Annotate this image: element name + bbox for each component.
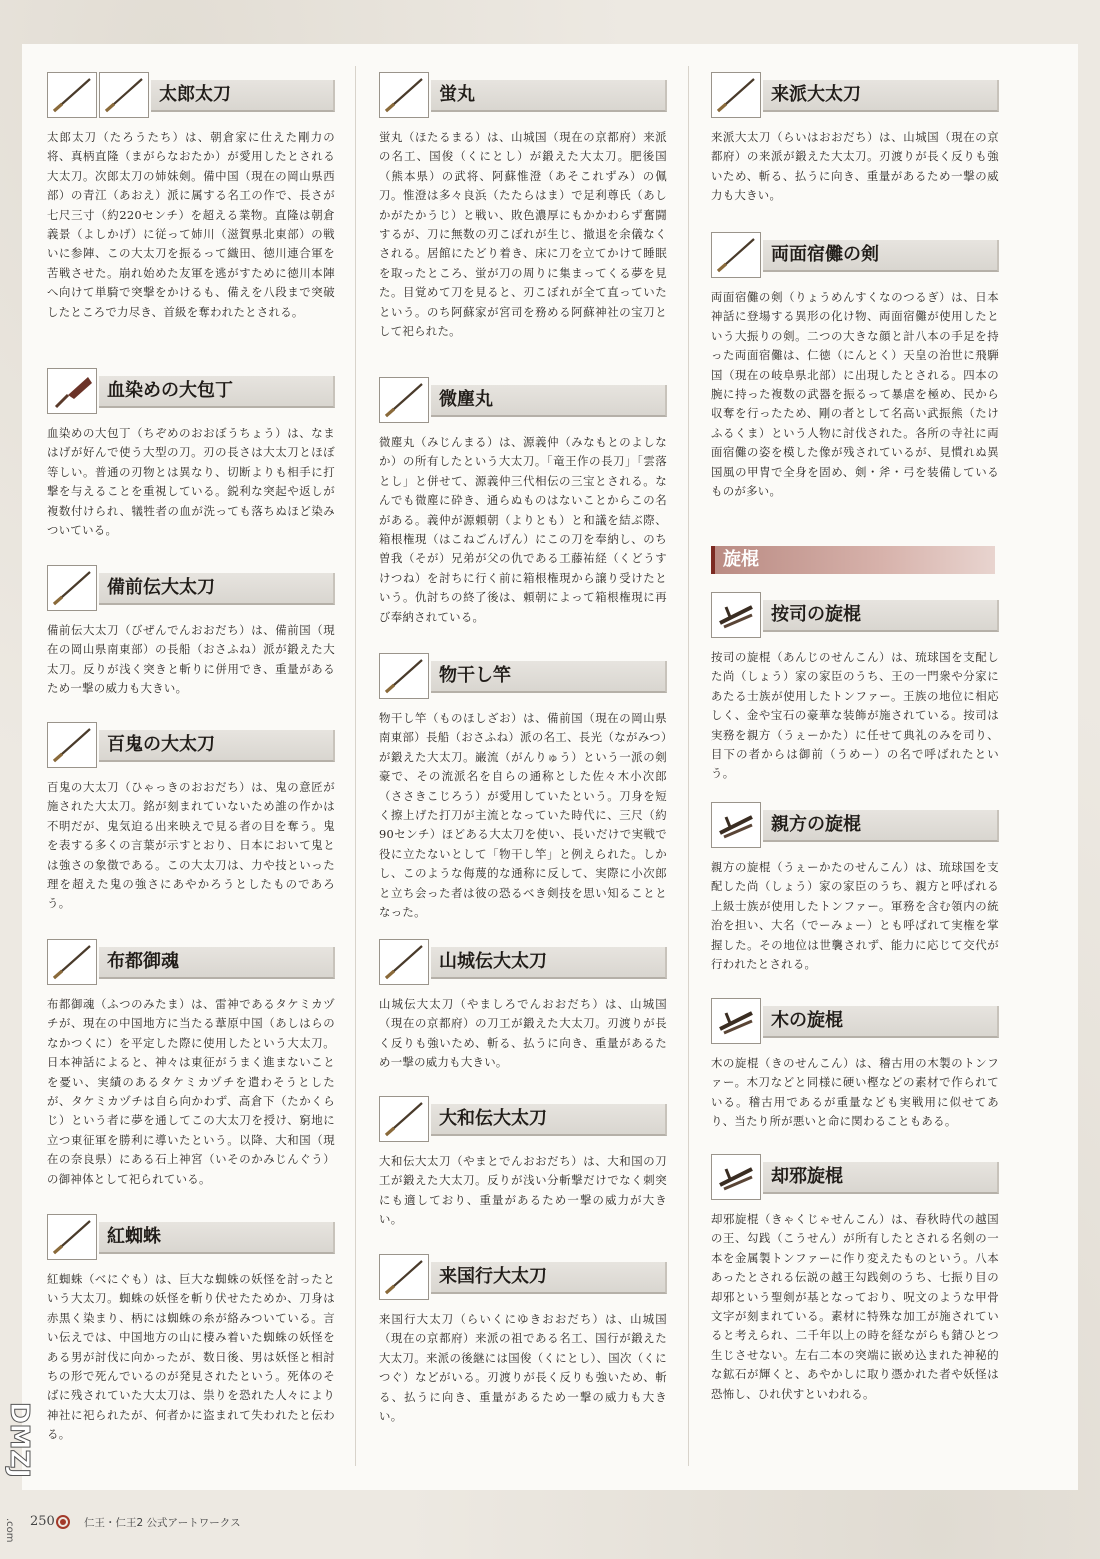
weapon-description: 両面宿儺の剣（りょうめんすくなのつるぎ）は、日本神話に登場する異形の化け物、両面宿儺が使用したという大振りの剣。二つの大きな顔と計八本の手足を持った両面宿儺は、仁徳（にんとく）天皇の治世に飛騨国（現在の岐阜県北部）に出現したとされる。四本の腕に持った複数の武器を振るって暴虐を極め、民から収奪を行ったため、剛の者として名高い武振熊（たけふるくま）という人物に討伐された。各所の寺社に両面宿儺の姿を模した像が残されているが、見慣れぬ異国風の甲冑で全身を固め、剣・斧・弓を装備しているものが多い。 <box>711 290 999 499</box>
weapon-description: 蛍丸（ほたるまる）は、山城国（現在の京都府）来派の名工、国俊（くにとし）が鍛えた大太刀。肥後国（熊本県）の武将、阿蘇惟澄（あそこれずみ）の佩刀。惟澄は多々良浜（たたらはま）で足利尊氏（あしかがたかうじ）と戦い、敗色濃厚にもかかわらず奮闘するが、刀に無数の刃こぼれが生じ、撤退を余儀なくされる。居館にたどり着き、床に刀を立てかけて睡眠を取ったところ、蛍が刀の周りに集まってくる夢を見た。目覚めて刀を見ると、刃こぼれが全て直っていたという。のち阿蘇家が宮司を務める阿蘇神社の宝刀として祀られた。 <box>379 130 667 339</box>
katana-icon <box>379 653 429 699</box>
weapon-name-bar <box>763 240 999 272</box>
weapon-name-bar <box>431 661 667 693</box>
katana-icon <box>379 377 429 423</box>
section-heading <box>711 546 995 574</box>
katana-icon <box>47 565 97 611</box>
weapon-entry <box>47 722 335 914</box>
weapon-name: 却邪旋棍 <box>771 1166 843 1187</box>
weapon-name: 紅蜘蛛 <box>107 1226 161 1247</box>
entry-header <box>47 565 335 611</box>
entry-header <box>379 653 667 699</box>
entry-header <box>47 939 335 985</box>
watermark-logo <box>0 1402 32 1552</box>
weapon-entry <box>711 72 999 206</box>
weapon-entry <box>379 939 667 1073</box>
katana-icon <box>711 232 761 278</box>
seal-icon <box>56 1515 70 1529</box>
katana-icon <box>379 72 429 118</box>
weapon-name: 木の旋棍 <box>771 1010 843 1031</box>
entry-header <box>711 232 999 278</box>
katana-icon <box>379 1254 429 1300</box>
weapon-description: 按司の旋棍（あんじのせんこん）は、琉球国を支配した尚（しょう）家の家臣のうち、王の一門衆や分家にあたる士族が使用したトンファー。王族の地位に相応しく、金や宝石の豪華な装飾が施されている。按司は実務を親方（うぇーかた）に任せて典礼のみを司り、目下の者からは御前（うめー）の名で呼ばれたという。 <box>711 650 999 781</box>
weapon-name-bar <box>431 80 667 112</box>
weapon-name-bar <box>431 1262 667 1294</box>
weapon-name: 来国行大太刀 <box>439 1266 547 1287</box>
entry-header <box>379 1096 667 1142</box>
weapon-description: 親方の旋棍（うぇーかたのせんこん）は、琉球国を支配した尚（しょう）家の家臣のうち、親方と呼ばれる上級士族が使用したトンファー。軍務を含む領内の統治を担い、大名（でーみょー）とも呼ばれて実権を掌握した。その地位は世襲されず、能力に応じて交代が行われたとされる。 <box>711 860 999 972</box>
weapon-entry <box>711 1154 999 1404</box>
entry-header <box>379 1254 667 1300</box>
katana-icon <box>99 72 149 118</box>
entry-header <box>711 1154 999 1200</box>
entry-header <box>379 72 667 118</box>
watermark-subtext: .com <box>4 1518 15 1543</box>
weapon-name: 太郎太刀 <box>159 84 231 105</box>
weapon-description: 木の旋棍（きのせんこん）は、稽古用の木製のトンファー。木刀などと同様に硬い樫などの素材で作られている。稽古用であるが重量なども実戦用に似せてあり、当たり所が悪いと命に関わることもある。 <box>711 1056 999 1129</box>
weapon-entry <box>711 802 999 974</box>
weapon-entry <box>47 565 335 699</box>
weapon-name: 微塵丸 <box>439 389 493 410</box>
weapon-name: 蛍丸 <box>439 84 475 105</box>
weapon-name-bar <box>763 1006 999 1038</box>
weapon-name-bar <box>151 80 335 112</box>
weapon-name-bar <box>99 730 335 762</box>
weapon-entry <box>711 232 999 501</box>
weapon-entry <box>379 1254 667 1426</box>
cleaver-icon <box>47 368 97 414</box>
weapon-name-bar <box>431 947 667 979</box>
entry-header <box>47 1214 335 1260</box>
weapon-description: 備前伝大太刀（びぜんでんおおだち）は、備前国（現在の岡山県南東部）の長船（おさふね）派が鍛えた大太刀。反りが浅く突きと斬りに併用でき、重量があるため一撃の威力も大きい。 <box>47 623 335 696</box>
entry-header <box>47 72 335 118</box>
weapon-name-bar <box>99 573 335 605</box>
weapon-name: 血染めの大包丁 <box>107 380 233 401</box>
entry-header <box>47 722 335 768</box>
entry-header <box>379 939 667 985</box>
weapon-description: 布都御魂（ふつのみたま）は、雷神であるタケミカヅチが、現在の中国地方に当たる葦原中国（あしはらのなかつくに）を平定した際に使用したという大太刀。日本神話によると、神々は東征がうまく進まないことを憂い、実績のあるタケミカヅチを遣わそうとしたが、タケミカヅチは自ら向かわず、高倉下（たかくらじ）という者に夢を通してこの大太刀を授け、窮地に立つ東征軍を勝利に導いたという。以降、大和国（現在の奈良県）にある石上神宮（いそのかみじんぐう）の御神体として祀られている。 <box>47 997 335 1186</box>
section-accent-mark <box>711 546 715 574</box>
weapon-entry <box>47 1214 335 1445</box>
weapon-entry <box>379 377 667 627</box>
weapon-description: 来国行大太刀（らいくにゆきおおだち）は、山城国（現在の京都府）来派の祖である名工、国行が鍛えた大太刀。来派の後継には国俊（くにとし）、国次（くにつぐ）などがいる。刃渡りが長く反りも強いため、斬る、払うに向き、重量があるため一撃の威力も大きい。 <box>379 1312 667 1424</box>
weapon-name: 按司の旋棍 <box>771 604 861 625</box>
entry-header <box>47 368 335 414</box>
weapon-name-bar <box>99 1222 335 1254</box>
katana-icon <box>711 72 761 118</box>
weapon-entry <box>47 368 335 540</box>
weapon-name: 来派大太刀 <box>771 84 861 105</box>
katana-icon <box>379 1096 429 1142</box>
tonfa-icon <box>711 998 761 1044</box>
katana-icon <box>47 722 97 768</box>
tonfa-icon <box>711 1154 761 1200</box>
entry-header <box>379 377 667 423</box>
tonfa-icon <box>711 802 761 848</box>
weapon-description: 血染めの大包丁（ちぞめのおおぼうちょう）は、なまはげが好んで使う大型の刀。刃の長さは大太刀とほぼ等しい。普通の刃物とは異なり、切断よりも相手に打撃を与えることを重視している。鋭利な突起や返しが複数付けられ、犠牲者の血が洗っても落ちぬほど染みついている。 <box>47 426 335 538</box>
weapon-entry <box>47 939 335 1189</box>
weapon-description: 来派大太刀（らいはおおだち）は、山城国（現在の京都府）の来派が鍛えた大太刀。刃渡りが長く反りも強いため、斬る、払うに向き、重量があるため一撃の威力も大きい。 <box>711 130 999 203</box>
section-heading-text: 旋棍 <box>723 549 759 570</box>
weapon-name: 大和伝大太刀 <box>439 1108 547 1129</box>
weapon-name: 山城伝大太刀 <box>439 951 547 972</box>
weapon-description: 物干し竿（ものほしざお）は、備前国（現在の岡山県南東部）長船（おさふね）派の名工、長光（ながみつ）が鍛えた大太刀。巌流（がんりゅう）という一派の剣豪で、その流派名を自らの通称とした佐々木小次郎（ささきこじろう）が愛用していたという。刀身を短く擦上げた打刀が主流となっていた時代に、三尺（約90センチ）ほどある大太刀を使い、長いだけで実戦で役に立たないとして「物干し竿」と例えられた。しかし、このような侮蔑的な通称に反して、実際に小次郎と立ち会った者は彼の恐るべき剣技を思い知ることとなった。 <box>379 711 667 920</box>
entry-header <box>711 802 999 848</box>
book-title: 仁王・仁王2 公式アートワークス <box>84 1517 241 1529</box>
weapon-name: 親方の旋棍 <box>771 814 861 835</box>
column-divider <box>355 66 356 1466</box>
katana-icon <box>379 939 429 985</box>
page-number: 250 <box>30 1514 55 1529</box>
weapon-name: 備前伝大太刀 <box>107 577 215 598</box>
weapon-description: 百鬼の大太刀（ひゃっきのおおだち）は、鬼の意匠が施された大太刀。銘が刻まれていないため誰の作かは不明だが、鬼気迫る出来映えで見る者の目を奪う。鬼を表する多くの言葉が示すとおり、日本において鬼とは強さの象徴である。この大太刀は、力や技といった理を超えた鬼の強さにあやかろうとしたものであろう。 <box>47 780 335 911</box>
weapon-name-bar <box>99 376 335 408</box>
weapon-description: 山城伝大太刀（やましろでんおおだち）は、山城国（現在の京都府）の刀工が鍛えた大太刀。刃渡りが長く反りも強いため、斬る、払うに向き、重量があるため一撃の威力も大きい。 <box>379 997 667 1070</box>
weapon-description: 微塵丸（みじんまる）は、源義仲（みなもとのよしなか）の所有したという大太刀。「竜王作の長刀」「雲落とし」と併せて、源義仲三代相伝の三宝とされる。なんでも微塵に砕き、通らぬものはないことからこの名がある。義仲が源頼朝（よりとも）と和議を結ぶ際、箱根権現（はこねごんげん）にこの刀を奉納し、のち曽我（そが）兄弟が父の仇である工藤祐経（くどうすけつね）を討ちに行く前に箱根権現から譲り受けたという。仇討ちの終了後は、頼朝によって箱根権現に再び奉納されている。 <box>379 435 667 624</box>
weapon-name-bar <box>763 600 999 632</box>
entry-header <box>711 592 999 638</box>
weapon-description: 大和伝大太刀（やまとでんおおだち）は、大和国の刀工が鍛えた大太刀。反りが浅い分斬撃だけでなく刺突にも適しており、重量があるため一撃の威力が大きい。 <box>379 1154 667 1227</box>
entry-header <box>711 998 999 1044</box>
weapon-name-bar <box>431 385 667 417</box>
weapon-entry <box>379 72 667 341</box>
weapon-description: 却邪旋棍（きゃくじゃせんこん）は、春秋時代の越国の王、勾践（こうせん）が所有したとされる名剣の一本を金属製トンファーに作り変えたものという。八本あったとされる伝説の越王勾践剣のうち、七振り目の却邪という聖剣が基となっており、呪文のような甲骨文字が刻まれている。素材に特殊な加工が施されていると考えられ、二千年以上の時を経ながらも錆ひとつ生じさせない。左右二本の突端に嵌め込まれた神秘的な鉱石が輝くと、あやかしに取り憑かれた者や妖怪は恐怖し、ひれ伏すといわれる。 <box>711 1212 999 1401</box>
weapon-entry <box>379 1096 667 1230</box>
weapon-name: 布都御魂 <box>107 951 179 972</box>
weapon-description: 紅蜘蛛（べにぐも）は、巨大な蜘蛛の妖怪を討ったという大太刀。蜘蛛の妖怪を斬り伏せたためか、刀身は赤黒く染まり、柄には蜘蛛の糸が絡みついている。言い伝えでは、中国地方の山に棲み着いた蜘蛛の妖怪をある男が討伐に向かったが、数日後、男は妖怪と相討ちの形で死んでいるのが発見されたという。死体のそばに残されていた大太刀は、祟りを恐れた人々により神社に祀られたが、何者かに盗まれて失われたと伝わる。 <box>47 1272 335 1442</box>
tonfa-icon <box>711 592 761 638</box>
weapon-name-bar <box>99 947 335 979</box>
weapon-entry <box>47 72 335 322</box>
weapon-entry <box>711 998 999 1132</box>
weapon-name-bar <box>763 1162 999 1194</box>
weapon-name: 物干し竿 <box>439 665 511 686</box>
entry-header <box>711 72 999 118</box>
column-divider <box>688 66 689 1466</box>
weapon-name-bar <box>431 1104 667 1136</box>
weapon-entry <box>711 592 999 784</box>
watermark-text: DMZJ <box>4 1402 34 1478</box>
weapon-description: 太郎太刀（たろうたち）は、朝倉家に仕えた剛力の将、真柄直隆（まがらなおたか）が愛用したとされる大太刀。次郎太刀の姉妹剣。備中国（現在の岡山県西部）の青江（あおえ）派に属する名工の作で、長さが七尺三寸（約220センチ）を超える業物。直隆は朝倉義景（よしかげ）に従って姉川（滋賀県北東部）の戦いに参陣、この大太刀を振るって織田、徳川連合軍を苦戦させた。崩れ始めた友軍を逃がすために徳川本陣へ向けて単騎で突撃をかけるも、備えを八段まで突破したところで力尽き、首級を奪われたとされる。 <box>47 130 335 319</box>
weapon-name-bar <box>763 80 999 112</box>
weapon-entry <box>379 653 667 922</box>
katana-icon <box>47 1214 97 1260</box>
katana-icon <box>47 939 97 985</box>
weapon-name-bar <box>763 810 999 842</box>
weapon-name: 百鬼の大太刀 <box>107 734 215 755</box>
katana-icon <box>47 72 97 118</box>
weapon-name: 両面宿儺の剣 <box>771 244 879 265</box>
